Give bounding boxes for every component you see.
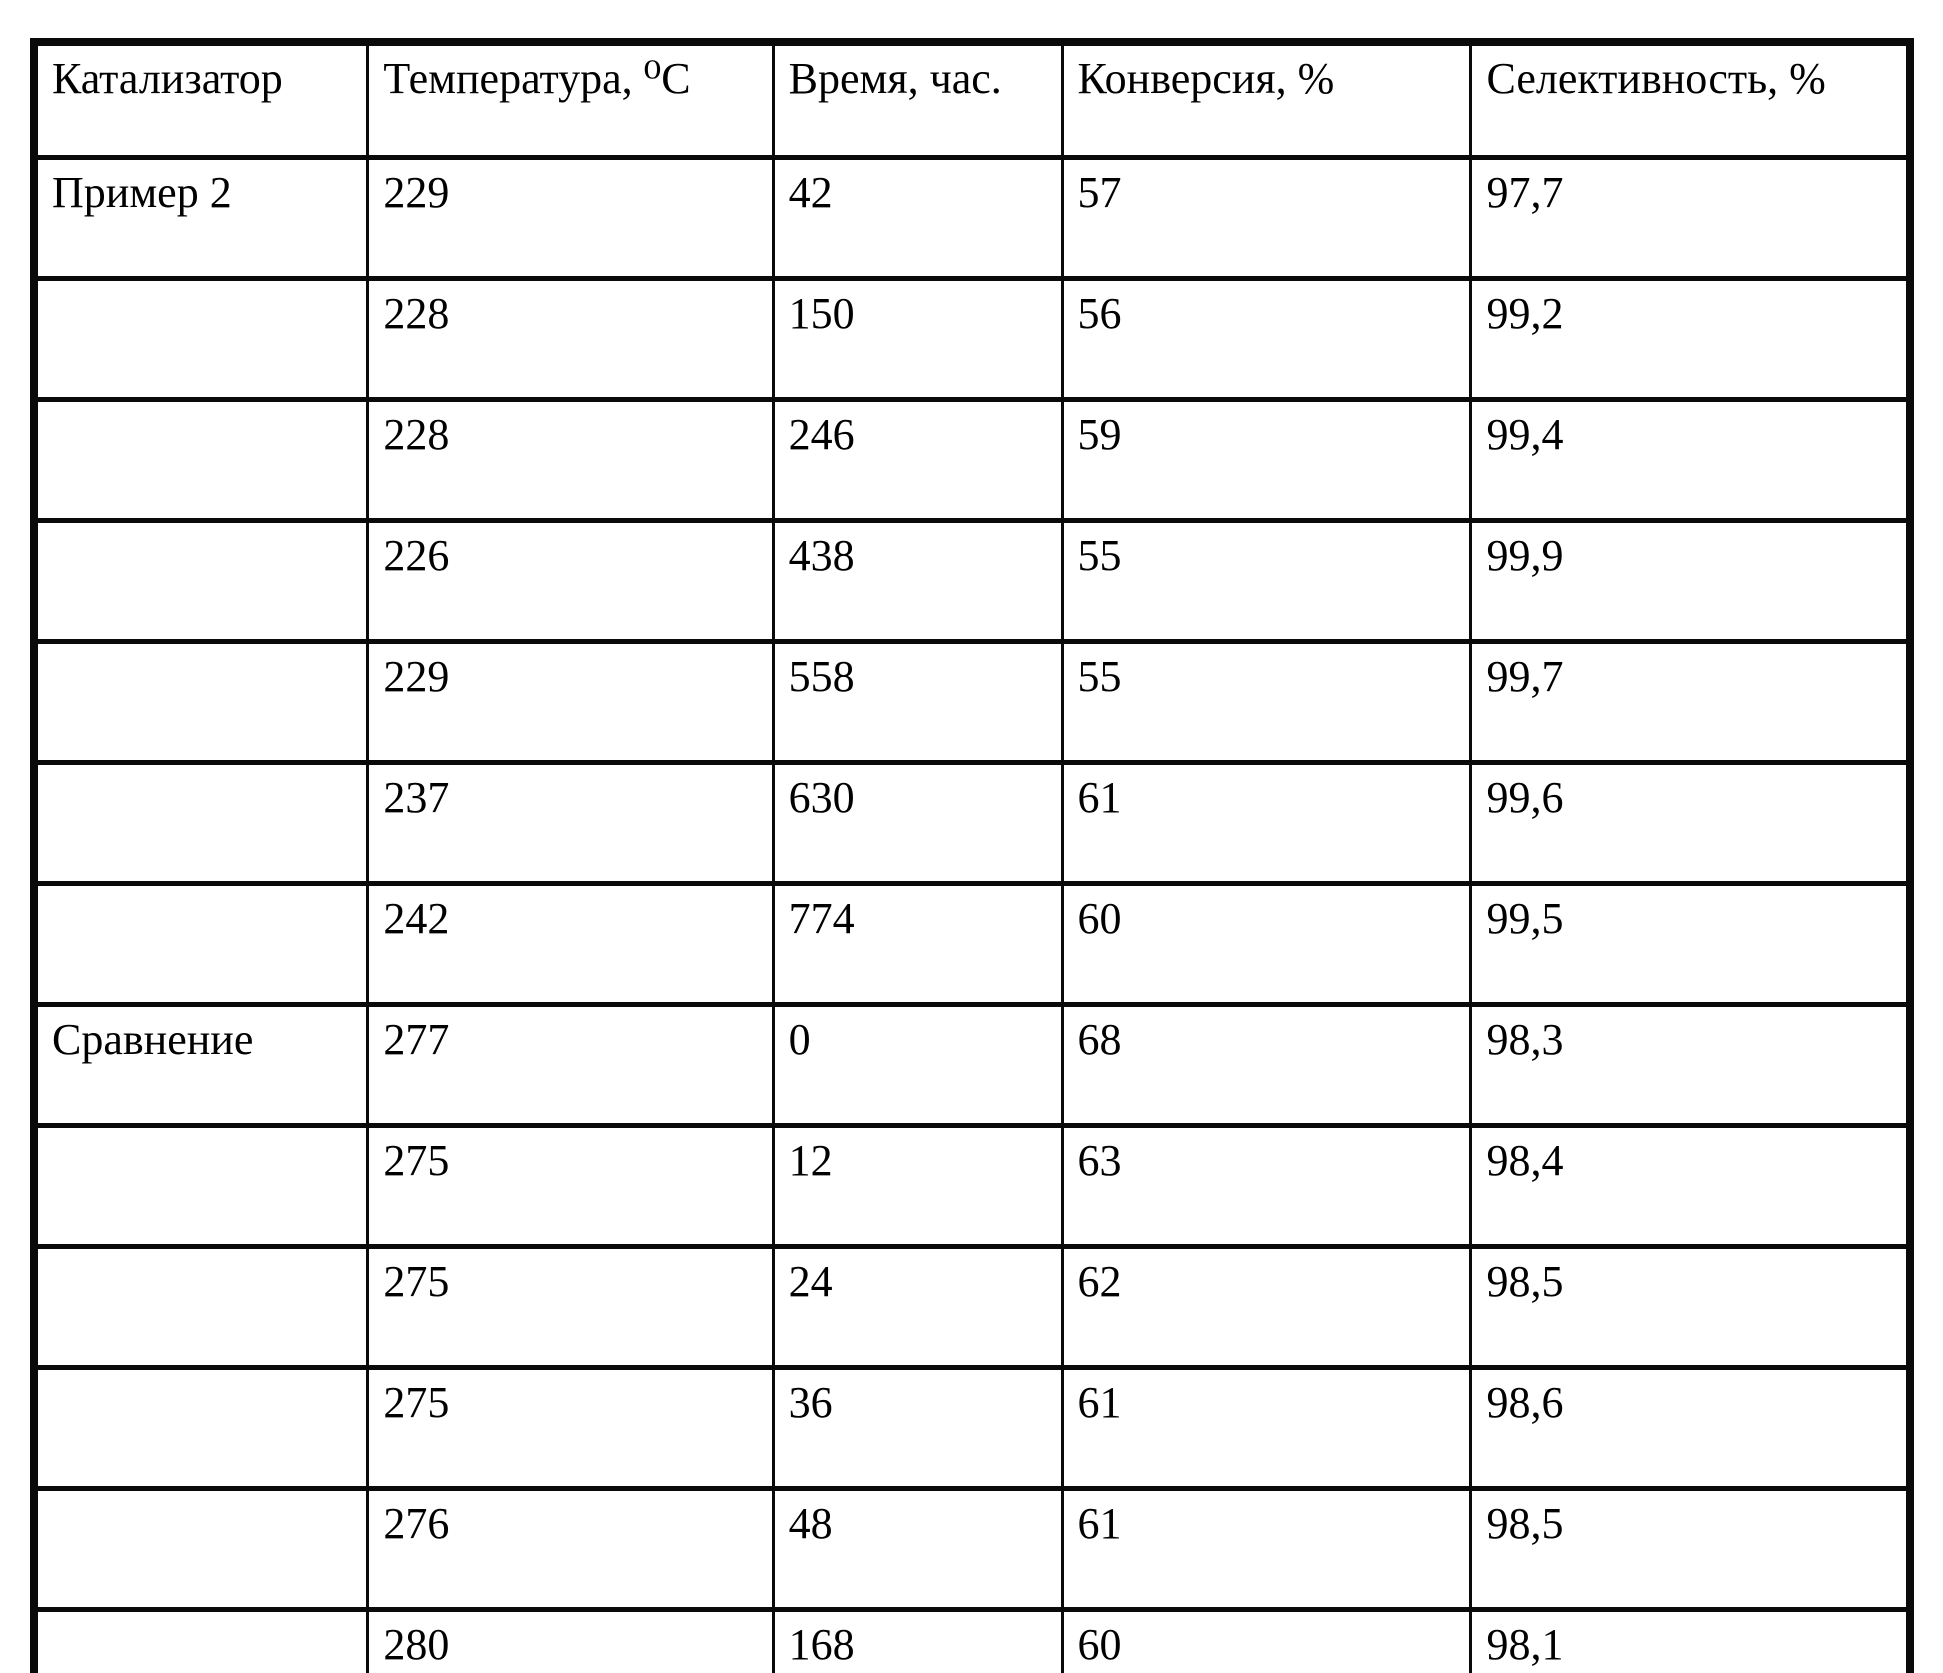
table-row	[34, 1610, 1910, 1673]
cell-time: 150	[773, 279, 1062, 400]
table-header	[34, 42, 1910, 158]
cell-time: 24	[773, 1247, 1062, 1368]
cell-selectivity: 99,4	[1471, 400, 1910, 521]
table-row	[34, 1126, 1910, 1247]
cell-conversion: 55	[1062, 521, 1471, 642]
cell-selectivity: 98,5	[1471, 1247, 1910, 1368]
cell-time: 630	[773, 763, 1062, 884]
cell-selectivity: 99,2	[1471, 279, 1910, 400]
cell-selectivity: 98,4	[1471, 1126, 1910, 1247]
cell-temperature: 242	[368, 884, 773, 1005]
cell-catalyst: Сравнение	[34, 1005, 368, 1126]
table-row	[34, 521, 1910, 642]
cell-temperature: 276	[368, 1489, 773, 1610]
cell-temperature: 280	[368, 1610, 773, 1673]
column-header-selectivity: Селективность, %	[1471, 42, 1910, 158]
table-row	[34, 884, 1910, 1005]
cell-selectivity: 98,1	[1471, 1610, 1910, 1673]
cell-selectivity: 98,3	[1471, 1005, 1910, 1126]
cell-temperature: 229	[368, 642, 773, 763]
cell-selectivity: 97,7	[1471, 158, 1910, 279]
cell-time: 48	[773, 1489, 1062, 1610]
table-row	[34, 642, 1910, 763]
cell-conversion: 60	[1062, 1610, 1471, 1673]
table-row	[34, 1368, 1910, 1489]
table-row	[34, 279, 1910, 400]
table-row	[34, 1005, 1910, 1126]
cell-catalyst	[34, 400, 368, 521]
cell-conversion: 57	[1062, 158, 1471, 279]
cell-selectivity: 99,5	[1471, 884, 1910, 1005]
cell-selectivity: 99,9	[1471, 521, 1910, 642]
table-row	[34, 1489, 1910, 1610]
cell-conversion: 56	[1062, 279, 1471, 400]
cell-catalyst	[34, 279, 368, 400]
cell-catalyst	[34, 884, 368, 1005]
cell-conversion: 60	[1062, 884, 1471, 1005]
cell-catalyst	[34, 642, 368, 763]
cell-temperature: 275	[368, 1247, 773, 1368]
cell-conversion: 61	[1062, 763, 1471, 884]
cell-catalyst	[34, 521, 368, 642]
cell-temperature: 237	[368, 763, 773, 884]
cell-temperature: 229	[368, 158, 773, 279]
cell-catalyst	[34, 1247, 368, 1368]
cell-time: 438	[773, 521, 1062, 642]
column-header-catalyst: Катализатор	[34, 42, 368, 158]
cell-conversion: 63	[1062, 1126, 1471, 1247]
table-body	[34, 158, 1910, 1673]
cell-time: 12	[773, 1126, 1062, 1247]
cell-conversion: 61	[1062, 1368, 1471, 1489]
cell-conversion: 61	[1062, 1489, 1471, 1610]
cell-temperature: 228	[368, 279, 773, 400]
cell-time: 558	[773, 642, 1062, 763]
cell-time: 42	[773, 158, 1062, 279]
cell-selectivity: 99,6	[1471, 763, 1910, 884]
cell-temperature: 226	[368, 521, 773, 642]
cell-time: 0	[773, 1005, 1062, 1126]
cell-time: 36	[773, 1368, 1062, 1489]
cell-catalyst	[34, 1489, 368, 1610]
cell-temperature: 275	[368, 1126, 773, 1247]
cell-catalyst	[34, 1368, 368, 1489]
cell-selectivity: 98,6	[1471, 1368, 1910, 1489]
cell-conversion: 68	[1062, 1005, 1471, 1126]
table-row	[34, 400, 1910, 521]
cell-selectivity: 98,5	[1471, 1489, 1910, 1610]
table-row	[34, 1247, 1910, 1368]
catalyst-results-table	[30, 38, 1914, 1673]
cell-catalyst	[34, 1610, 368, 1673]
header-row	[34, 42, 1910, 158]
cell-time: 774	[773, 884, 1062, 1005]
column-header-time: Время, час.	[773, 42, 1062, 158]
cell-temperature: 275	[368, 1368, 773, 1489]
cell-catalyst: Пример 2	[34, 158, 368, 279]
cell-time: 168	[773, 1610, 1062, 1673]
cell-conversion: 59	[1062, 400, 1471, 521]
cell-temperature: 277	[368, 1005, 773, 1126]
table-row	[34, 763, 1910, 884]
cell-conversion: 55	[1062, 642, 1471, 763]
cell-selectivity: 99,7	[1471, 642, 1910, 763]
table-row	[34, 158, 1910, 279]
cell-temperature: 228	[368, 400, 773, 521]
cell-conversion: 62	[1062, 1247, 1471, 1368]
cell-time: 246	[773, 400, 1062, 521]
cell-catalyst	[34, 1126, 368, 1247]
column-header-conversion: Конверсия, %	[1062, 42, 1471, 158]
cell-catalyst	[34, 763, 368, 884]
column-header-temperature: Температура, ⁰С	[368, 42, 773, 158]
